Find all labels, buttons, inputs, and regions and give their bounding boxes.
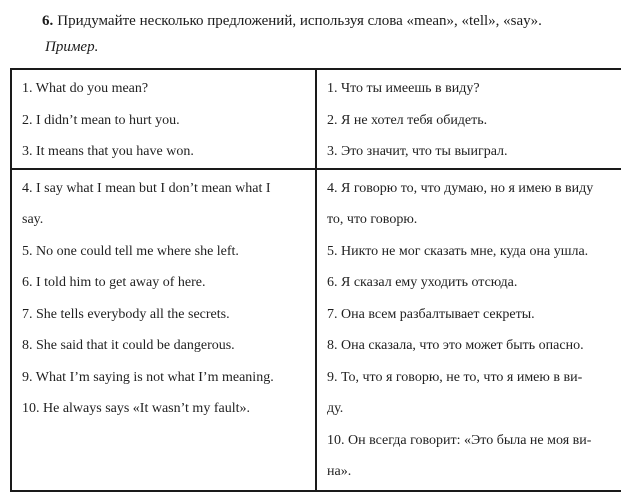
task-text: Придумайте несколько предложений, используя слова «mean», «tell», «say». xyxy=(57,13,542,29)
task-title xyxy=(42,11,542,31)
sentence-line: 9. То, что я говорю, не то, что я имею в ви- xyxy=(327,369,583,385)
sentence-line: 6. Я сказал ему уходить отсюда. xyxy=(327,275,518,290)
sentence-line: 1. Что ты имеешь в виду? xyxy=(327,81,480,96)
sentence-line: 4. Я говорю то, что думаю, но я имею в виду xyxy=(327,180,594,196)
sentence-line: 4. I say what I mean but I don’t mean what I xyxy=(22,180,271,196)
cell-russian-row1 xyxy=(316,69,621,169)
sentence-line: 7. She tells everybody all the secrets. xyxy=(22,306,230,322)
sentence-line: то, что говорю. xyxy=(327,212,418,227)
sentence-line: 7. Она всем разбалтывает секреты. xyxy=(327,306,535,322)
sentence-line: 6. I told him to get away of here. xyxy=(22,275,206,290)
sentence-line: 8. Она сказала, что это может быть опасно. xyxy=(327,338,584,353)
table-row-2 xyxy=(11,169,621,491)
sentence-line: 3. Это значит, что ты выиграл. xyxy=(327,144,508,159)
sentence-line: 1. What do you mean? xyxy=(22,81,149,96)
cell-english-row2 xyxy=(11,169,316,491)
table-row-1 xyxy=(11,69,621,169)
sentence-line: 9. What I’m saying is not what I’m meaning. xyxy=(22,369,274,385)
sentence-line: 2. I didn’t mean to hurt you. xyxy=(22,112,180,128)
example-table xyxy=(10,68,621,492)
sentence-line: 3. It means that you have won. xyxy=(22,144,194,159)
task-number: 6. xyxy=(42,13,54,29)
sentence-line: 5. Никто не мог сказать мне, куда она ушла. xyxy=(327,243,589,259)
sentence-line: на». xyxy=(327,464,352,479)
sentence-line: 10. Он всегда говорит: «Это была не моя ви- xyxy=(327,432,592,448)
sentence-line: 8. She said that it could be dangerous. xyxy=(22,338,235,353)
sentence-line: say. xyxy=(22,212,44,227)
cell-english-row1 xyxy=(11,69,316,169)
sentence-line: 2. Я не хотел тебя обидеть. xyxy=(327,112,488,128)
example-label: Пример. xyxy=(45,39,99,55)
sentence-line: 5. No one could tell me where she left. xyxy=(22,243,239,259)
sentence-line: 10. He always says «It wasn’t my fault». xyxy=(22,401,250,416)
cell-russian-row2 xyxy=(316,169,621,491)
sentence-line: ду. xyxy=(327,401,344,416)
